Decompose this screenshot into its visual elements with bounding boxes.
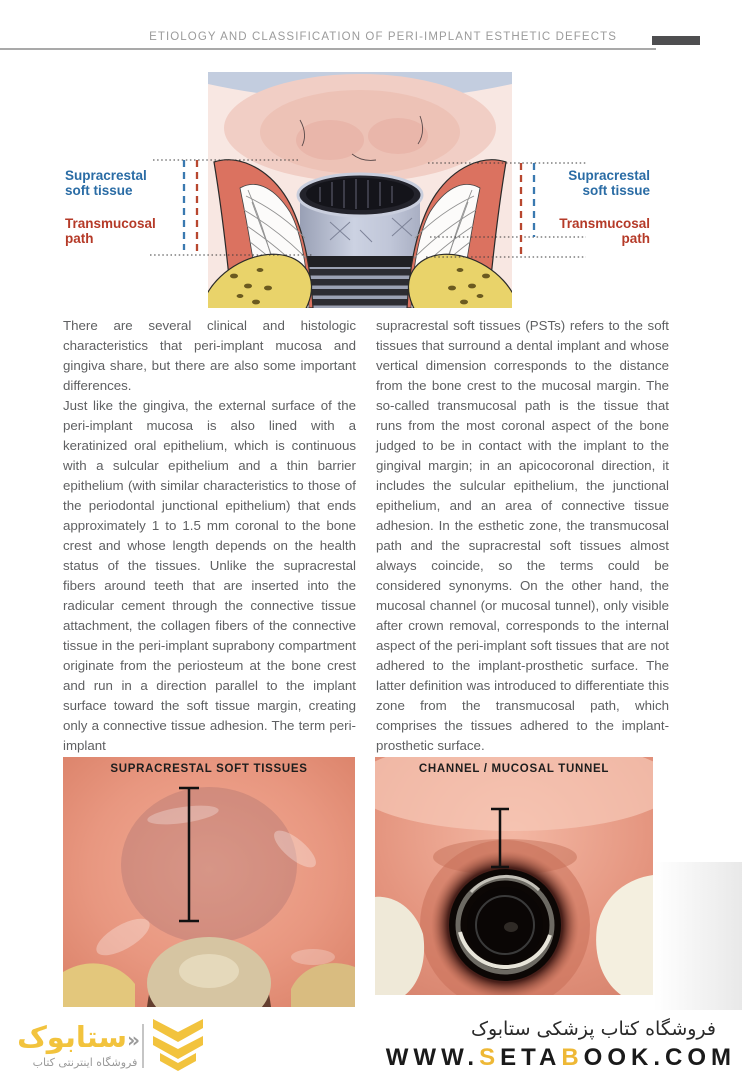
page-scan-shadow bbox=[654, 862, 742, 1010]
setabook-logo-wordmark bbox=[17, 1020, 140, 1054]
logo-quote-mark: « bbox=[127, 1028, 140, 1052]
paragraph: supracrestal soft tissues (PSTs) refers to the soft tissues that surround a dental implant and whose vertical dimension corresponds to the distance from the bone crest to the mucosal margin. The so-called transmucosal path is the tissue that runs from the most coronal aspect of the bone judged to be in contact with the implant to the gingival margin; in an apicocoronal direction, it includes the sulcular epithelium, the junctional epithelium, and an area of connective tissue adhesion. In the esthetic zone, the transmucosal path and the supracrestal soft tissues almost always coincide, so the terms could be considered synonyms. On the other hand, the mucosal channel (or mucosal tunnel), only visible after crown removal, corresponds to the internal aspect of the peri-implant soft tissues that are not adhered to the implant-prosthetic surface. The latter definition was introduced to differentiate this zone from the transmucosal path, which comprises the tissues adhered to the implant-prosthetic surface. bbox=[376, 318, 669, 753]
url-part: WWW. bbox=[385, 1044, 480, 1071]
label-transmucosal-right: Transmucosal path bbox=[559, 216, 650, 246]
logo-divider bbox=[142, 1024, 144, 1068]
photo-caption-right: CHANNEL / MUCOSAL TUNNEL bbox=[418, 763, 610, 775]
url-part: OOK.COM bbox=[583, 1044, 736, 1071]
website-url bbox=[386, 1044, 736, 1072]
text-column-left bbox=[63, 316, 356, 756]
header-rule bbox=[0, 48, 656, 50]
label-supracrestal-right: Supracrestal soft tissue bbox=[568, 168, 650, 198]
channel-photo-illustration bbox=[375, 757, 653, 995]
logo-tagline: فروشگاه اینترنتی کتاب bbox=[32, 1056, 138, 1069]
photo-caption-left: SUPRACRESTAL SOFT TISSUES bbox=[110, 763, 308, 775]
photo-mucosal-tunnel bbox=[375, 757, 653, 995]
paragraph: There are several clinical and histologic characteristics that peri-implant mucosa and gingiva share, but there are also some important differences. bbox=[63, 318, 356, 393]
page-corner-tab bbox=[652, 36, 700, 45]
gingiva-photo-illustration bbox=[63, 757, 355, 1007]
logo-wordmark-text: ستابوک bbox=[17, 1020, 128, 1054]
label-transmucosal-left: Transmucosal path bbox=[65, 216, 156, 246]
url-part: B bbox=[561, 1044, 584, 1071]
store-name: فروشگاه کتاب پزشکی ستابوک bbox=[470, 1018, 716, 1040]
running-header: ETIOLOGY AND CLASSIFICATION OF PERI-IMPLANT ESTHETIC DEFECTS bbox=[149, 31, 617, 43]
photo-supracrestal-soft-tissues bbox=[63, 757, 355, 1007]
anatomy-figure bbox=[0, 62, 742, 312]
url-part: ETA bbox=[500, 1044, 562, 1071]
url-part: S bbox=[479, 1044, 501, 1071]
text-column-right bbox=[376, 316, 669, 756]
label-supracrestal-left: Supracrestal soft tissue bbox=[65, 168, 147, 198]
paragraph: Just like the gingiva, the external surface of the peri-implant mucosa is also lined with a keratinized oral epithelium, which is continuous with a sulcular epithelium and a thin barrier epithelium (with similar characteristics to those of the periodontal junctional epithelium) that ends approximately 1 to 1.5 mm coronal to the bone crest and whose length depends on the health status of the tissues. Unlike the supracrestal fibers around teeth that are inserted into the radicular cement through the connective tissue attachment, the collagen fibers of the connective tissue in the peri-implant suprabony compartment originate from the periosteum at the bone crest and run in a direction parallel to the implant surface toward the soft tissue margin, creating only a connective tissue adhesion. The term peri-implant bbox=[63, 398, 356, 753]
setabook-chevron-logo-icon bbox=[150, 1018, 206, 1072]
